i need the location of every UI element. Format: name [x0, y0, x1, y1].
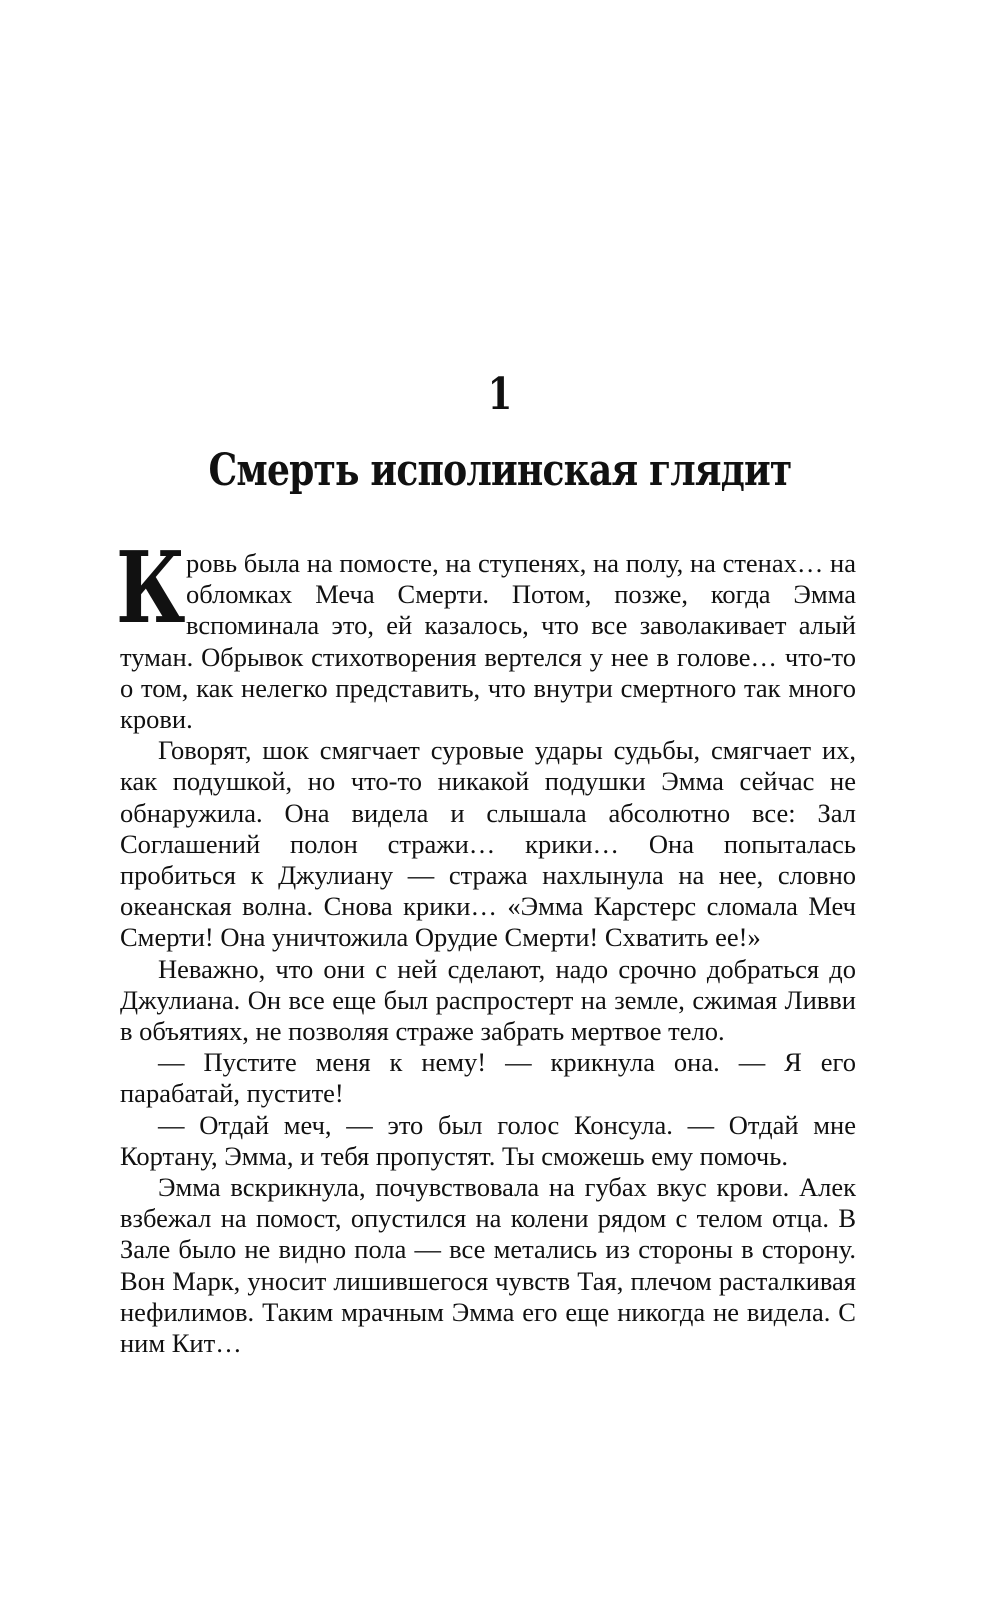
- chapter-body: [116, 531, 856, 1359]
- paragraph: Говорят, шок смягчает суровые удары судьбы, смягчает их, как подушкой, но что-то никакой подушки Эмма сейчас не обнаружила. Она видела и слышала абсолютно все: Зал Соглашений полон стражи… крики… Она попыталась пробиться к Джулиану — стража нахлынула на нее, словно океанская волна. Снова крики… «Эмма Карстерс сломала Меч Смерти! Она уничтожила Орудие Смерти! Схватить ее!»: [120, 735, 856, 953]
- paragraph-text: ровь была на помосте, на ступенях, на полу, на стенах… на обломках Меча Смерти. Потом, позже, когда Эмма вспоминала это, ей казалось, что все заволакивает алый туман. Обрывок стихотворения вертелся у нее в голове… что-то о том, как нелегко представить, что внутри смертного так много крови.: [120, 548, 856, 735]
- drop-cap: К: [116, 531, 186, 646]
- paragraph: — Пустите меня к нему! — крикнула она. — Я его парабатай, пустите!: [120, 1047, 856, 1109]
- chapter-number: 1: [487, 369, 513, 420]
- paragraph: [116, 531, 856, 735]
- chapter-title: Смерть исполинская глядит: [208, 445, 792, 496]
- paragraph: — Отдай меч, — это был голос Консула. — Отдай мне Кортану, Эмма, и тебя пропустят. Ты сможешь ему помочь.: [120, 1109, 856, 1171]
- paragraph: Неважно, что они с ней сделают, надо срочно добраться до Джулиана. Он все еще был распростерт на земле, сжимая Ливви в объятиях, не позволяя страже забрать мертвое тело.: [120, 953, 856, 1047]
- paragraph: Эмма вскрикнула, почувствовала на губах вкус крови. Алек взбежал на помост, опустился на колени рядом с телом отца. В Зале было не видно пола — все метались из стороны в сторону. Вон Марк, уносит лишившегося чувств Тая, плечом расталкивая нефилимов. Таким мрачным Эмма его еще никогда не видела. С ним Кит…: [120, 1172, 856, 1359]
